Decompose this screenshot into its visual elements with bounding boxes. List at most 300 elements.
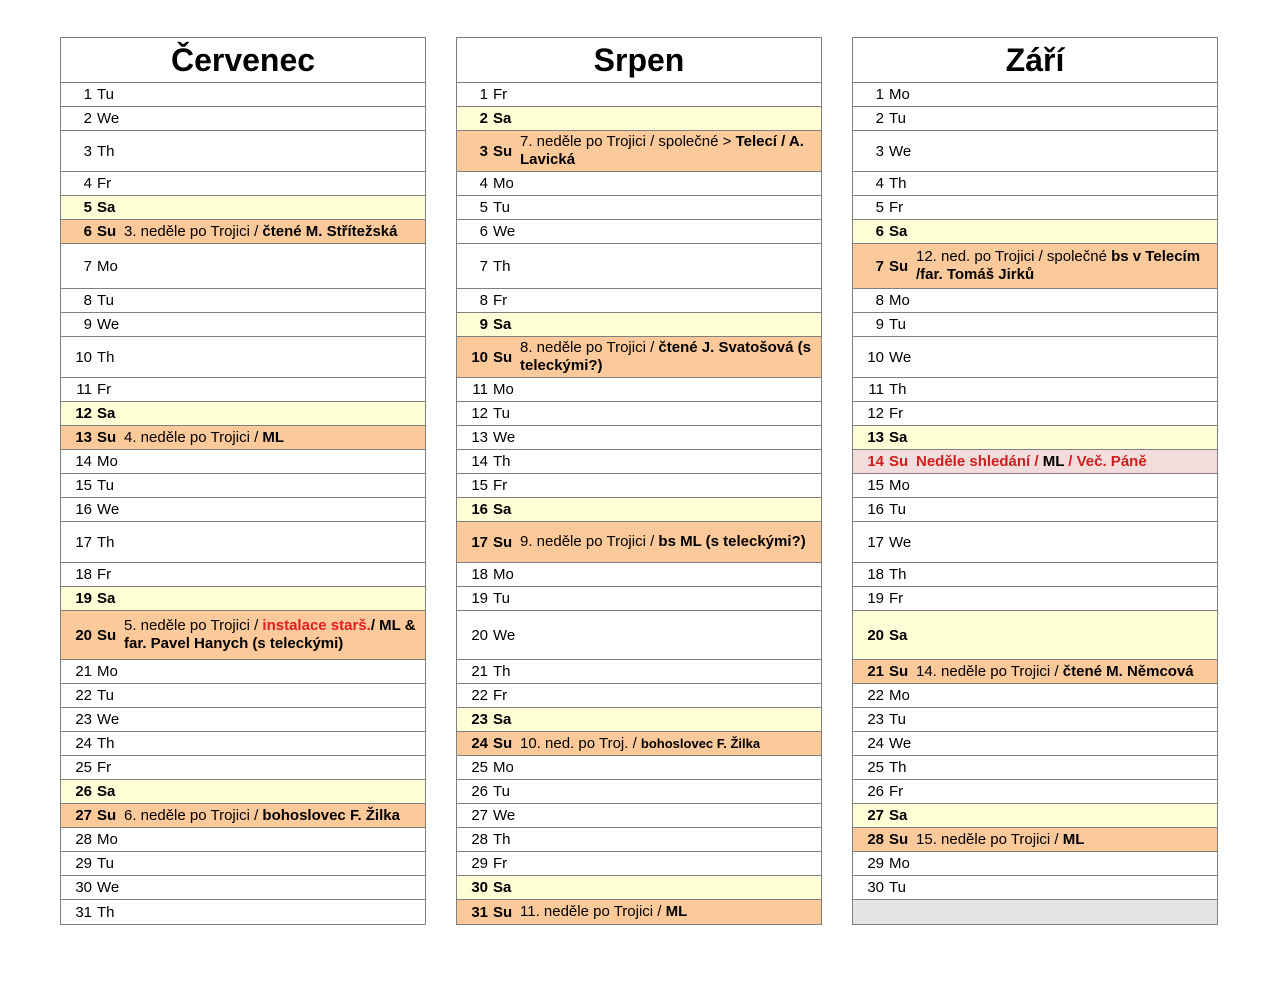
day-of-week: Su [97, 429, 117, 446]
day-number: 20 [75, 626, 92, 644]
day-number: 14 [867, 453, 884, 470]
day-row [457, 131, 821, 172]
day-row [457, 107, 821, 131]
day-number: 12 [75, 405, 92, 422]
day-of-week: Sa [493, 501, 512, 518]
day-of-week: Tu [97, 687, 114, 704]
event-preacher: bohoslovec F. Žilka [262, 806, 400, 824]
day-number: 18 [471, 566, 488, 583]
day-row [853, 828, 1217, 852]
day-row [457, 587, 821, 611]
day-of-week: Mo [493, 759, 514, 776]
day-of-week: Sa [889, 223, 908, 240]
day-row [457, 220, 821, 244]
day-number: 28 [75, 831, 92, 848]
day-row [853, 804, 1217, 828]
day-row [853, 172, 1217, 196]
event-text: 7. neděle po Trojici / společné > [520, 133, 736, 150]
day-number: 29 [471, 855, 488, 872]
day-row [457, 563, 821, 587]
day-row [853, 313, 1217, 337]
day-number: 17 [471, 533, 488, 551]
day-of-week: Su [493, 533, 513, 551]
day-row [853, 220, 1217, 244]
day-of-week: Mo [889, 86, 910, 103]
day-number: 13 [75, 429, 92, 446]
day-number: 22 [471, 687, 488, 704]
day-row [457, 876, 821, 900]
day-number: 4 [83, 175, 92, 192]
day-row [457, 378, 821, 402]
day-of-week: Fr [97, 381, 112, 398]
day-number: 5 [479, 199, 488, 216]
event-note [916, 453, 1217, 471]
day-row [61, 196, 425, 220]
day-number: 9 [479, 316, 488, 333]
day-number: 27 [75, 807, 92, 824]
event-note [520, 903, 821, 921]
day-row [457, 611, 821, 660]
day-of-week: Mo [889, 855, 910, 872]
day-row [853, 708, 1217, 732]
day-number: 18 [867, 566, 884, 583]
day-of-week: Mo [493, 566, 514, 583]
day-row [457, 474, 821, 498]
day-number: 8 [479, 292, 488, 309]
day-row [853, 474, 1217, 498]
day-number: 17 [867, 533, 884, 551]
day-number: 18 [75, 566, 92, 583]
event-note [520, 133, 821, 169]
day-row [853, 498, 1217, 522]
day-row [61, 611, 425, 660]
day-of-week: Sa [889, 626, 908, 644]
event-note [520, 533, 821, 551]
day-row [853, 337, 1217, 378]
day-number: 22 [867, 687, 884, 704]
day-row [457, 684, 821, 708]
day-of-week: Sa [97, 199, 116, 216]
event-note [520, 735, 821, 753]
event-note [520, 339, 821, 375]
day-number: 9 [83, 316, 92, 333]
day-number: 28 [471, 831, 488, 848]
day-of-week: Tu [889, 879, 906, 896]
day-of-week: We [97, 501, 120, 518]
day-number: 13 [471, 429, 488, 446]
day-row [457, 498, 821, 522]
day-of-week: Sa [493, 316, 512, 333]
day-row [457, 756, 821, 780]
day-number: 23 [471, 711, 488, 728]
day-row [61, 804, 425, 828]
day-row [61, 756, 425, 780]
day-of-week: Mo [889, 687, 910, 704]
day-of-week: We [493, 626, 516, 644]
day-number: 21 [75, 663, 92, 680]
day-row [457, 313, 821, 337]
day-row [457, 172, 821, 196]
day-of-week: Th [889, 759, 907, 776]
day-of-week: Th [97, 735, 115, 752]
day-number: 12 [471, 405, 488, 422]
day-number: 28 [867, 831, 884, 848]
day-number: 24 [471, 735, 488, 752]
day-row [61, 131, 425, 172]
day-row [61, 732, 425, 756]
event-note [124, 223, 425, 241]
day-of-week: Tu [97, 292, 114, 309]
day-of-week: Th [97, 903, 115, 921]
day-row [61, 244, 425, 289]
day-of-week: Su [889, 257, 909, 275]
day-row [61, 313, 425, 337]
day-of-week: Su [493, 348, 513, 366]
day-number: 12 [867, 405, 884, 422]
event-preacher: ML [1062, 830, 1085, 848]
day-of-week: Fr [889, 199, 904, 216]
day-of-week: Th [493, 831, 511, 848]
day-of-week: Tu [493, 199, 510, 216]
day-row [853, 684, 1217, 708]
day-of-week: Fr [97, 175, 112, 192]
day-row [853, 780, 1217, 804]
day-number: 2 [875, 110, 884, 127]
day-of-week: Su [493, 142, 513, 160]
day-of-week: Sa [889, 807, 908, 824]
day-of-week: Tu [97, 86, 114, 103]
day-row [61, 378, 425, 402]
day-number: 26 [471, 783, 488, 800]
event-text: / Več. Páně [1064, 452, 1147, 470]
day-number: 25 [867, 759, 884, 776]
day-number: 6 [875, 223, 884, 240]
day-row [457, 708, 821, 732]
event-preacher: ML [262, 428, 285, 446]
day-row [853, 83, 1217, 107]
day-of-week: Sa [889, 429, 908, 446]
day-of-week: Tu [493, 590, 510, 607]
day-of-week: Tu [889, 110, 906, 127]
day-row [61, 587, 425, 611]
day-number: 11 [868, 381, 884, 398]
day-row [853, 450, 1217, 474]
day-number: 21 [471, 663, 488, 680]
day-of-week: Tu [889, 316, 906, 333]
day-number: 27 [867, 807, 884, 824]
day-number: 14 [471, 453, 488, 470]
day-of-week: Fr [493, 687, 508, 704]
event-highlight: instalace starš. [262, 617, 371, 634]
day-of-week: We [493, 223, 516, 240]
day-number: 31 [75, 903, 92, 921]
day-number: 14 [75, 453, 92, 470]
day-of-week: Mo [493, 175, 514, 192]
day-row [853, 426, 1217, 450]
day-number: 30 [75, 879, 92, 896]
day-of-week: Mo [493, 381, 514, 398]
day-number: 19 [75, 590, 92, 607]
event-text: 9. neděle po Trojici / [520, 533, 659, 550]
day-number: 7 [479, 257, 488, 275]
day-row [457, 402, 821, 426]
day-row [853, 378, 1217, 402]
day-number: 19 [867, 590, 884, 607]
day-row [457, 900, 821, 924]
event-text: 15. neděle po Trojici / [916, 830, 1063, 848]
day-row [61, 684, 425, 708]
day-of-week: Th [889, 175, 907, 192]
day-row [61, 498, 425, 522]
day-of-week: Tu [97, 477, 114, 494]
day-number: 10 [471, 348, 488, 366]
event-preacher: bs ML (s teleckými?) [658, 533, 806, 550]
day-row [61, 852, 425, 876]
day-of-week: Sa [97, 590, 116, 607]
day-row [853, 876, 1217, 900]
day-of-week: Mo [97, 257, 118, 275]
day-row [853, 131, 1217, 172]
day-number: 21 [867, 663, 884, 680]
day-row [457, 522, 821, 563]
day-row [853, 660, 1217, 684]
day-number: 17 [75, 533, 92, 551]
day-row [457, 450, 821, 474]
day-of-week: Th [97, 348, 115, 366]
event-text: 5. neděle po Trojici / [124, 617, 263, 634]
event-preacher: ML [1042, 452, 1065, 470]
event-preacher: Telecí / A. Lavická [520, 133, 804, 168]
day-of-week: Fr [889, 783, 904, 800]
day-number: 26 [867, 783, 884, 800]
day-row [61, 660, 425, 684]
day-number: 9 [875, 316, 884, 333]
month-title: Září [853, 38, 1217, 83]
month-column-zari [852, 37, 1218, 925]
month-title: Červenec [61, 38, 425, 83]
day-row [457, 660, 821, 684]
month-column-cervenec [60, 37, 426, 925]
day-number: 1 [875, 86, 884, 103]
day-of-week: Su [493, 903, 513, 921]
day-number: 11 [76, 381, 92, 398]
day-row [853, 196, 1217, 220]
day-number: 20 [867, 626, 884, 644]
event-text: 6. neděle po Trojici / [124, 806, 263, 824]
day-number: 7 [875, 257, 884, 275]
day-of-week: Fr [493, 855, 508, 872]
day-number: 2 [83, 110, 92, 127]
day-number: 7 [83, 257, 92, 275]
day-of-week: Su [889, 831, 909, 848]
day-number: 23 [75, 711, 92, 728]
day-number: 13 [867, 429, 884, 446]
day-row [457, 196, 821, 220]
day-row [853, 402, 1217, 426]
day-number: 15 [471, 477, 488, 494]
event-text: 11. neděle po Trojici / [520, 903, 666, 920]
day-row [61, 780, 425, 804]
day-of-week: We [889, 348, 912, 366]
event-preacher: ML [665, 903, 688, 920]
day-number: 15 [867, 477, 884, 494]
event-preacher: čtené M. Střítežská [262, 222, 398, 240]
day-row [61, 522, 425, 563]
day-number: 11 [472, 381, 488, 398]
day-of-week: Fr [97, 566, 112, 583]
day-of-week: We [889, 533, 912, 551]
day-number: 6 [479, 223, 488, 240]
event-note [916, 831, 1217, 849]
day-row [61, 900, 425, 924]
day-row [853, 732, 1217, 756]
day-of-week: Su [97, 626, 117, 644]
day-of-week: Mo [889, 477, 910, 494]
empty-row [853, 900, 1217, 924]
day-number: 25 [471, 759, 488, 776]
day-row [61, 828, 425, 852]
day-number: 22 [75, 687, 92, 704]
event-note [124, 429, 425, 447]
day-of-week: We [97, 110, 120, 127]
day-of-week: Tu [889, 711, 906, 728]
day-of-week: Th [889, 566, 907, 583]
event-preacher: čtené M. Němcová [1062, 662, 1194, 680]
day-number: 5 [83, 199, 92, 216]
day-row [457, 244, 821, 289]
day-of-week: Mo [889, 292, 910, 309]
event-text: 10. ned. po Troj. / [520, 734, 641, 752]
day-row [457, 732, 821, 756]
day-of-week: Fr [97, 759, 112, 776]
event-text: 3. neděle po Trojici / [124, 222, 263, 240]
day-of-week: Su [889, 663, 909, 680]
month-title: Srpen [457, 38, 821, 83]
day-row [853, 522, 1217, 563]
day-of-week: Th [493, 663, 511, 680]
event-text: Neděle shledání / [916, 452, 1043, 470]
event-text: 14. neděle po Trojici / [916, 662, 1063, 680]
day-of-week: Th [889, 381, 907, 398]
day-row [61, 289, 425, 313]
day-number: 16 [867, 501, 884, 518]
day-of-week: Mo [97, 663, 118, 680]
day-row [853, 563, 1217, 587]
day-row [61, 337, 425, 378]
day-of-week: Tu [493, 405, 510, 422]
day-of-week: Su [889, 453, 909, 470]
day-number: 2 [479, 110, 488, 127]
day-number: 31 [471, 903, 488, 921]
event-text: 8. neděle po Trojici / [520, 339, 659, 356]
day-number: 24 [867, 735, 884, 752]
day-number: 3 [875, 142, 884, 160]
event-note [124, 807, 425, 825]
day-of-week: Th [97, 533, 115, 551]
day-number: 23 [867, 711, 884, 728]
day-number: 29 [867, 855, 884, 872]
day-number: 29 [75, 855, 92, 872]
day-number: 27 [471, 807, 488, 824]
day-of-week: We [493, 807, 516, 824]
event-preacher: / ML & far. Pavel Hanych (s teleckými) [124, 617, 416, 652]
day-number: 6 [83, 223, 92, 240]
day-row [457, 780, 821, 804]
day-number: 1 [479, 86, 488, 103]
day-number: 5 [875, 199, 884, 216]
day-of-week: Sa [97, 405, 116, 422]
day-row [457, 426, 821, 450]
day-row [457, 337, 821, 378]
day-row [457, 852, 821, 876]
day-of-week: Sa [493, 110, 512, 127]
event-preacher: čtené J. Svatošová (s teleckými?) [520, 339, 811, 374]
day-row [853, 107, 1217, 131]
day-of-week: Su [97, 223, 117, 240]
day-number: 26 [75, 783, 92, 800]
day-of-week: Fr [493, 86, 508, 103]
day-row [61, 474, 425, 498]
day-number: 30 [471, 879, 488, 896]
day-row [61, 563, 425, 587]
day-row [457, 83, 821, 107]
day-row [457, 289, 821, 313]
day-row [457, 828, 821, 852]
day-of-week: We [493, 429, 516, 446]
day-of-week: Fr [889, 405, 904, 422]
day-row [853, 852, 1217, 876]
day-number: 4 [479, 175, 488, 192]
day-row [61, 708, 425, 732]
day-of-week: We [889, 142, 912, 160]
day-number: 10 [75, 348, 92, 366]
day-row [61, 450, 425, 474]
day-of-week: Sa [97, 783, 116, 800]
day-number: 30 [867, 879, 884, 896]
event-text: 12. ned. po Trojici / společné [916, 248, 1112, 265]
day-row [61, 107, 425, 131]
day-row [853, 587, 1217, 611]
day-row [61, 402, 425, 426]
day-of-week: We [97, 711, 120, 728]
event-text: 4. neděle po Trojici / [124, 428, 263, 446]
day-of-week: Sa [493, 711, 512, 728]
day-row [61, 83, 425, 107]
day-number: 1 [83, 86, 92, 103]
day-of-week: Sa [493, 879, 512, 896]
day-number: 24 [75, 735, 92, 752]
day-of-week: We [97, 879, 120, 896]
day-number: 3 [479, 142, 488, 160]
day-of-week: Mo [97, 453, 118, 470]
day-of-week: Th [493, 453, 511, 470]
day-row [853, 611, 1217, 660]
day-number: 19 [471, 590, 488, 607]
event-preacher: bs v Telecím /far. Tomáš Jirků [916, 248, 1201, 283]
event-note [124, 617, 425, 653]
day-of-week: Mo [97, 831, 118, 848]
day-row [457, 804, 821, 828]
day-number: 8 [875, 292, 884, 309]
event-note [916, 248, 1217, 284]
day-number: 10 [867, 348, 884, 366]
day-row [61, 220, 425, 244]
day-of-week: Th [493, 257, 511, 275]
day-row [853, 289, 1217, 313]
day-of-week: Su [493, 735, 513, 752]
day-of-week: We [97, 316, 120, 333]
day-of-week: We [889, 735, 912, 752]
